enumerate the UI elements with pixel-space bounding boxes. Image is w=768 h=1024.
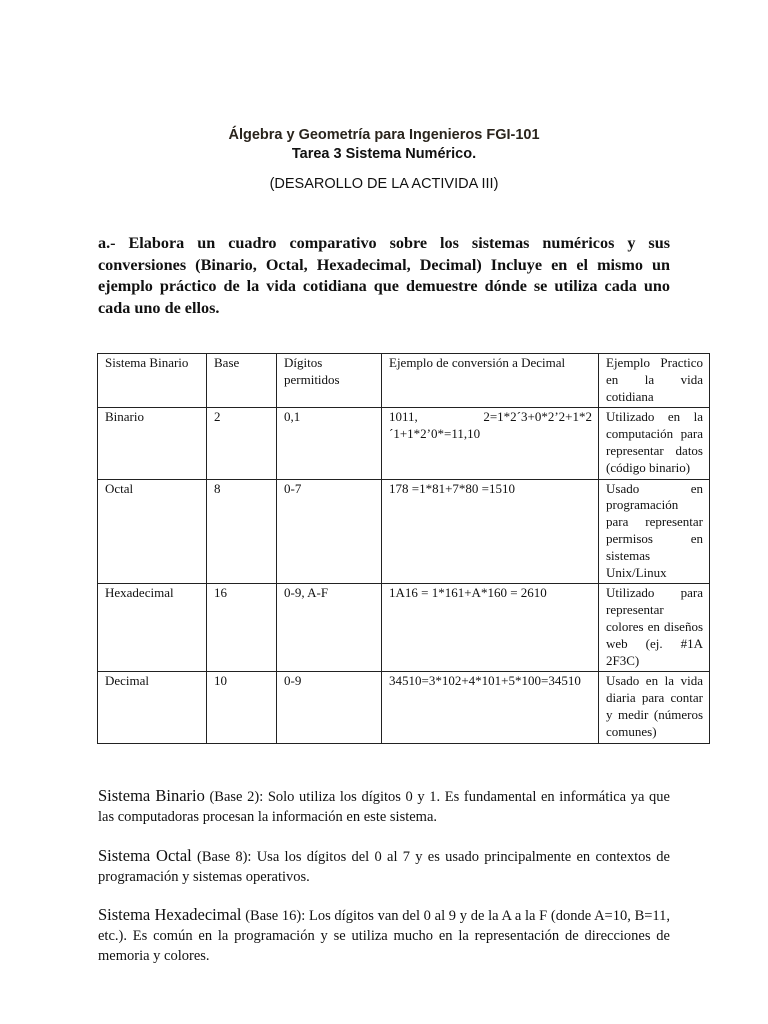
table-row bbox=[98, 408, 710, 479]
cell-system: Hexadecimal bbox=[98, 584, 207, 672]
paragraph-binary-text: (Base 2): Solo utiliza los dígitos 0 y 1. Es fundamental en informática ya que las computadoras procesan la información en este sistema. bbox=[98, 789, 670, 825]
paragraph-binary bbox=[98, 786, 670, 827]
header-cell-base: Base bbox=[207, 354, 277, 408]
paragraph-hexadecimal bbox=[98, 905, 670, 966]
cell-practical: Usado en la vida diaria para contar y medir (números comunes) bbox=[599, 672, 710, 743]
paragraph-octal bbox=[98, 846, 670, 887]
table-row bbox=[98, 584, 710, 672]
term-binary: Sistema Binario bbox=[98, 786, 205, 805]
cell-base: 2 bbox=[207, 408, 277, 479]
cell-base: 10 bbox=[207, 672, 277, 743]
cell-example: 1A16 = 1*161+A*160 = 2610 bbox=[382, 584, 599, 672]
cell-system: Binario bbox=[98, 408, 207, 479]
cell-practical: Usado en programación para representar permisos en sistemas Unix/Linux bbox=[599, 479, 710, 584]
cell-system: Octal bbox=[98, 479, 207, 584]
cell-example: 34510=3*102+4*101+5*100=34510 bbox=[382, 672, 599, 743]
table-header-row bbox=[98, 354, 710, 408]
header-cell-system: Sistema Binario bbox=[98, 354, 207, 408]
term-octal: Sistema Octal bbox=[98, 846, 192, 865]
cell-digits: 0-9 bbox=[277, 672, 382, 743]
cell-base: 8 bbox=[207, 479, 277, 584]
cell-base: 16 bbox=[207, 584, 277, 672]
paragraph-octal-text: (Base 8): Usa los dígitos del 0 al 7 y es usado principalmente en contextos de programación y sistemas operativos. bbox=[98, 849, 670, 885]
document-subtitle: Tarea 3 Sistema Numérico. bbox=[291, 146, 477, 162]
cell-practical: Utilizado en la computación para representar datos (código binario) bbox=[599, 408, 710, 479]
table-row bbox=[98, 672, 710, 743]
cell-practical: Utilizado para representar colores en diseños web (ej. #1A 2F3C) bbox=[599, 584, 710, 672]
comparison-table bbox=[97, 353, 710, 744]
activity-heading: (DESAROLLO DE LA ACTIVIDA III) bbox=[269, 176, 499, 192]
header-cell-example: Ejemplo de conversión a Decimal bbox=[382, 354, 599, 408]
cell-example: 178 =1*81+7*80 =1510 bbox=[382, 479, 599, 584]
cell-example: 1011, 2=1*2´3+0*2’2+1*2´1+1*2’0*=11,10 bbox=[382, 408, 599, 479]
table-row bbox=[98, 479, 710, 584]
document-header bbox=[0, 126, 768, 194]
header-cell-practical: Ejemplo Practico en la vida cotidiana bbox=[599, 354, 710, 408]
assignment-question: a.- Elabora un cuadro comparativo sobre los sistemas numéricos y sus conversiones (Binario, Octal, Hexadecimal, Decimal) Incluye en el mismo un ejemplo práctico de la vida cotidiana que demuestre dónde se utiliza cada uno cada uno de ellos. bbox=[98, 234, 670, 317]
cell-digits: 0-9, A-F bbox=[277, 584, 382, 672]
cell-system: Decimal bbox=[98, 672, 207, 743]
term-hexadecimal: Sistema Hexadecimal bbox=[98, 905, 242, 924]
paragraph-hexadecimal-text: (Base 16): Los dígitos van del 0 al 9 y de la A a la F (donde A=10, B=11, etc.). Es común en la programación y se utiliza mucho en la representación de direcciones de memoria y colores. bbox=[98, 908, 670, 964]
cell-digits: 0-7 bbox=[277, 479, 382, 584]
document-title: Álgebra y Geometría para Ingenieros FGI-101 bbox=[228, 127, 540, 143]
header-cell-digits: Dígitos permitidos bbox=[277, 354, 382, 408]
cell-digits: 0,1 bbox=[277, 408, 382, 479]
